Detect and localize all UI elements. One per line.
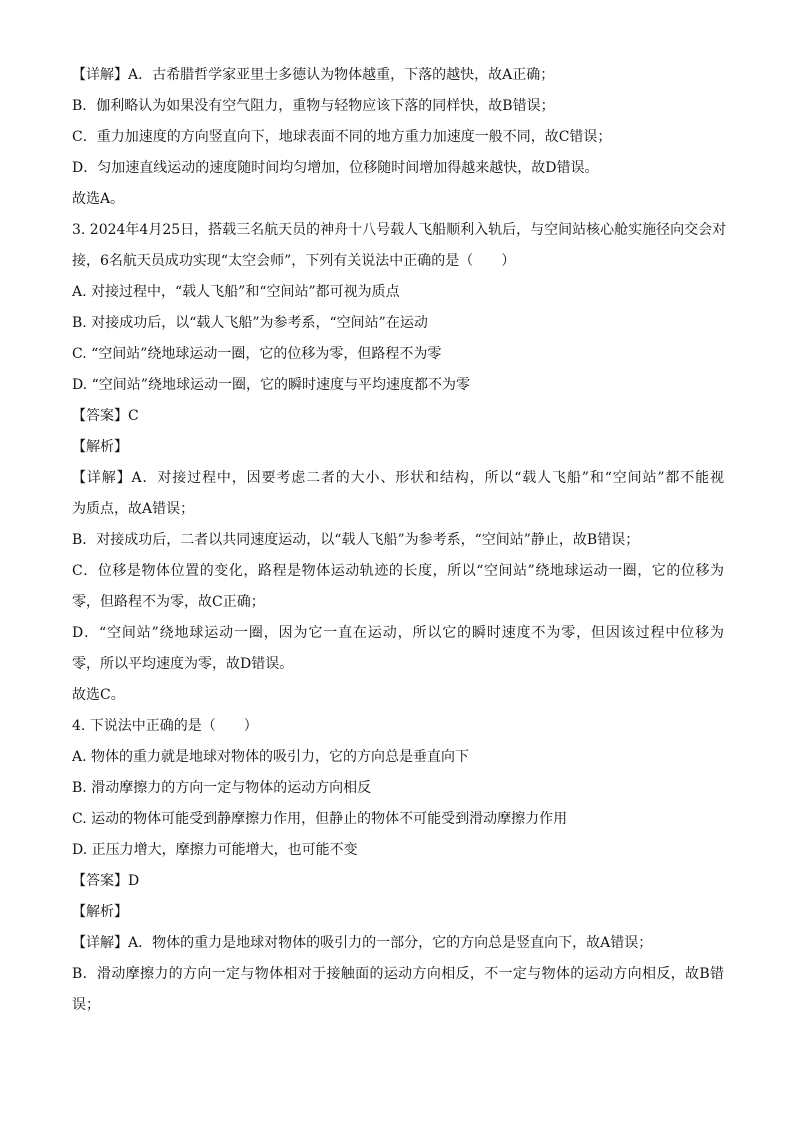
q4-option-d: D. 正压力增大，摩擦力可能增大，也可能不变 xyxy=(72,842,358,858)
q4-option-a: A. 物体的重力就是地球对物体的吸引力，它的方向总是垂直向下 xyxy=(72,749,470,765)
q4-stem: 4. 下说法中正确的是（ ） xyxy=(72,718,258,734)
q3-explanation-line-6: D．“空间站”绕地球运动一圈，因为它一直在运动，所以它的瞬时速度不为零，但因该过程中位移为 xyxy=(72,625,724,641)
q2-explanation-line-d: D．匀加速直线运动的速度随时间均匀增加，位移随时间增加得越来越快，故D错误。 xyxy=(72,160,599,176)
q3-explanation-line-3: B．对接成功后，二者以共同速度运动，以“载人飞船”为参考系，“空间站”静止，故B错误； xyxy=(72,532,640,548)
q4-explanation-line-2: B．滑动摩擦力的方向一定与物体相对于接触面的运动方向相反，不一定与物体的运动方向相反，故B错 xyxy=(72,966,724,982)
q3-option-c: C. “空间站”绕地球运动一圈，它的位移为零，但路程不为零 xyxy=(72,346,442,362)
q3-option-b: B. 对接成功后，以“载人飞船”为参考系，“空间站”在运动 xyxy=(72,315,428,331)
q3-explanation-line-7: 零，所以平均速度为零，故D错误。 xyxy=(72,656,294,672)
q4-answer: 【答案】D xyxy=(72,873,140,889)
q3-analysis-heading: 【解析】 xyxy=(72,439,128,455)
q3-option-d: D. “空间站”绕地球运动一圈，它的瞬时速度与平均速度都不为零 xyxy=(72,377,470,393)
q3-option-a: A. 对接过程中，“载人飞船”和“空间站”都可视为质点 xyxy=(72,284,400,300)
q4-explanation-line-1: 【详解】A．物体的重力是地球对物体的吸引力的一部分，它的方向总是竖直向下，故A错误； xyxy=(72,935,653,951)
q3-stem-line-1: 3. 2024年4月25日，搭载三名航天员的神舟十八号载人飞船顺利入轨后，与空间站核心舱实施径向交会对 xyxy=(72,222,727,238)
q3-explanation-line-5: 零，但路程不为零，故C正确； xyxy=(72,594,265,610)
q2-explanation-line-c: C．重力加速度的方向竖直向下，地球表面不同的地方重力加速度一般不同，故C错误； xyxy=(72,129,612,145)
q3-explanation-line-1: 【详解】A．对接过程中，因要考虑二者的大小、形状和结构，所以“载人飞船”和“空间站”都不能视 xyxy=(72,470,724,486)
q2-explanation-line-b: B．伽利略认为如果没有空气阻力，重物与轻物应该下落的同样快，故B错误； xyxy=(72,98,555,114)
q4-option-b: B. 滑动摩擦力的方向一定与物体的运动方向相反 xyxy=(72,780,372,796)
q3-conclusion: 故选C。 xyxy=(72,687,125,703)
q3-answer: 【答案】C xyxy=(72,408,139,424)
q3-stem-line-2: 接，6名航天员成功实现“太空会师”，下列有关说法中正确的是（ ） xyxy=(72,253,516,269)
q3-explanation-line-4: C．位移是物体位置的变化，路程是物体运动轨迹的长度，所以“空间站”绕地球运动一圈，它的位移为 xyxy=(72,563,724,579)
q2-explanation-line-a: 【详解】A．古希腊哲学家亚里士多德认为物体越重，下落的越快，故A正确； xyxy=(72,67,555,83)
q2-conclusion: 故选A。 xyxy=(72,191,125,207)
q4-analysis-heading: 【解析】 xyxy=(72,904,128,920)
q4-explanation-line-3: 误； xyxy=(72,997,100,1013)
q4-option-c: C. 运动的物体可能受到静摩擦力作用，但静止的物体不可能受到滑动摩擦力作用 xyxy=(72,811,568,827)
q3-explanation-line-2: 为质点，故A错误； xyxy=(72,501,195,517)
